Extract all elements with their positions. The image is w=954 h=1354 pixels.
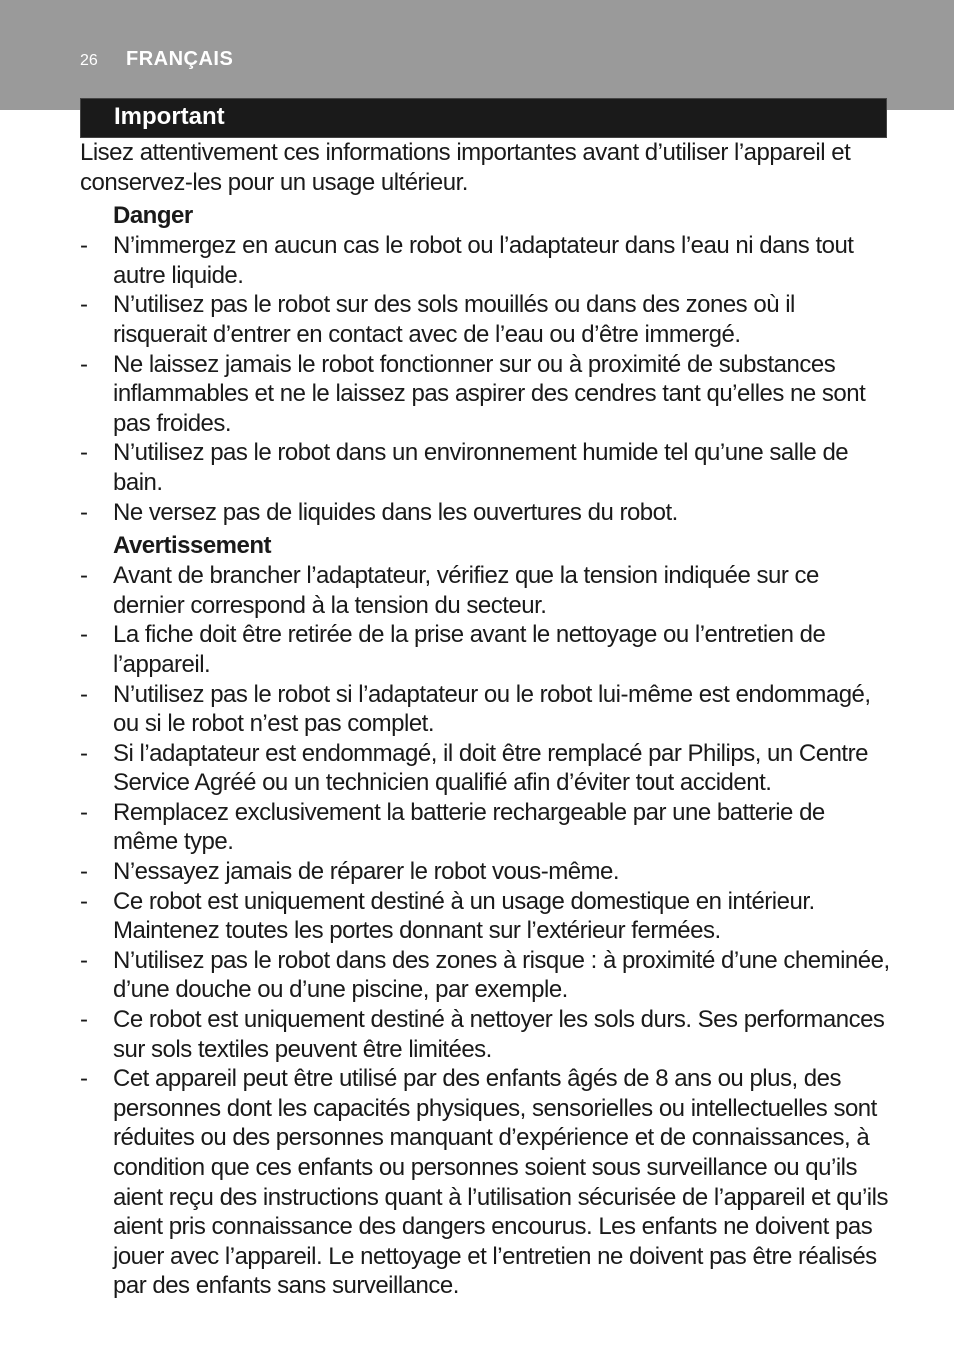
dash-bullet: - [80,858,88,886]
dash-bullet: - [80,439,88,467]
danger-list [80,231,890,527]
list-item-text: Avant de brancher l’adaptateur, vérifiez que la tension indiquée sur ce dernier correspond à la tension du secteur. [113,562,819,619]
list-item-text: N’utilisez pas le robot dans des zones à risque : à proximité d’une cheminée, d’une douche ou d’une piscine, par exemple. [113,946,890,1004]
dash-bullet: - [80,291,88,319]
language-label: FRANÇAIS [126,48,234,70]
list-item-text: N’essayez jamais de réparer le robot vous-même. [113,858,620,886]
list-item-text: Si l’adaptateur est endommagé, il doit être remplacé par Philips, un Centre Service Agréé ou un technicien qualifié afin d’éviter tout accident. [113,739,868,797]
warning-list [80,561,890,1301]
list-item [80,1005,890,1064]
list-item [80,857,890,887]
dash-bullet: - [80,798,88,826]
list-item-text: Ne laissez jamais le robot fonctionner sur ou à proximité de substances inflammables et ne le laissez pas aspirer des cendres tant qu’elles ne sont pas froides. [113,350,866,437]
page-number: 26 [80,52,98,69]
warning-heading: Avertissement [113,532,272,560]
list-item [80,946,890,1005]
dash-bullet: - [80,887,88,915]
list-item [80,290,890,349]
dash-bullet: - [80,562,88,590]
section-header-bar [80,98,887,138]
dash-bullet: - [80,1006,88,1034]
intro-paragraph: Lisez attentivement ces informations importantes avant d’utiliser l’appareil et conservez-les pour un usage ultérieur. [80,139,851,196]
page-header [0,0,954,110]
list-item [80,498,890,528]
list-item-text: N’utilisez pas le robot dans un environnement humide tel qu’une salle de bain. [113,439,849,496]
list-item [80,561,890,620]
list-item-text: Ce robot est uniquement destiné à un usage domestique en intérieur. Maintenez toutes les portes donnant sur l’extérieur fermées. [113,887,815,945]
list-item-text: Ne versez pas de liquides dans les ouvertures du robot. [113,498,678,526]
list-item-text: N’immergez en aucun cas le robot ou l’adaptateur dans l’eau ni dans tout autre liquide. [113,232,854,289]
list-item [80,1064,890,1301]
list-item-text: Ce robot est uniquement destiné à nettoyer les sols durs. Ses performances sur sols textiles peuvent être limitées. [113,1006,885,1063]
list-item [80,798,890,857]
list-item-text: Remplacez exclusivement la batterie rechargeable par une batterie de même type. [113,798,825,856]
section-title: Important [114,103,225,130]
list-item-text: N’utilisez pas le robot sur des sols mouillés ou dans des zones où il risquerait d’entrer en contact avec de l’eau ou d’être immergé. [113,291,795,348]
dash-bullet: - [80,946,88,974]
list-item [80,739,890,798]
list-item [80,680,890,739]
list-item-text: La fiche doit être retirée de la prise avant le nettoyage ou l’entretien de l’appareil. [113,621,826,678]
list-item-text: Cet appareil peut être utilisé par des enfants âgés de 8 ans ou plus, des personnes dont les capacités physiques, sensorielles ou intellectuelles sont réduites ou des personnes manquant d’expérience et de connaissances, à condition que ces enfants ou personnes soient sous surveillance ou qu’ils aient reçu des instructions quant à l’utilisation sécurisée de l’appareil et qu’ils aient pris connaissance des dangers encourus. Les enfants ne doivent pas jouer avec l’appareil. Le nettoyage et l’entretien ne doivent pas être réalisés par des enfants sans surveillance. [113,1065,888,1300]
list-item [80,887,890,946]
list-item [80,438,890,497]
list-item [80,350,890,439]
dash-bullet: - [80,739,88,767]
danger-heading: Danger [113,202,193,230]
list-item-text: N’utilisez pas le robot si l’adaptateur ou le robot lui-même est endommagé, ou si le robot n’est pas complet. [113,680,871,738]
dash-bullet: - [80,498,88,526]
list-item [80,231,890,290]
dash-bullet: - [80,1065,88,1093]
dash-bullet: - [80,621,88,649]
dash-bullet: - [80,680,88,708]
list-item [80,620,890,679]
page-content [80,138,890,1305]
dash-bullet: - [80,350,88,378]
dash-bullet: - [80,232,88,260]
